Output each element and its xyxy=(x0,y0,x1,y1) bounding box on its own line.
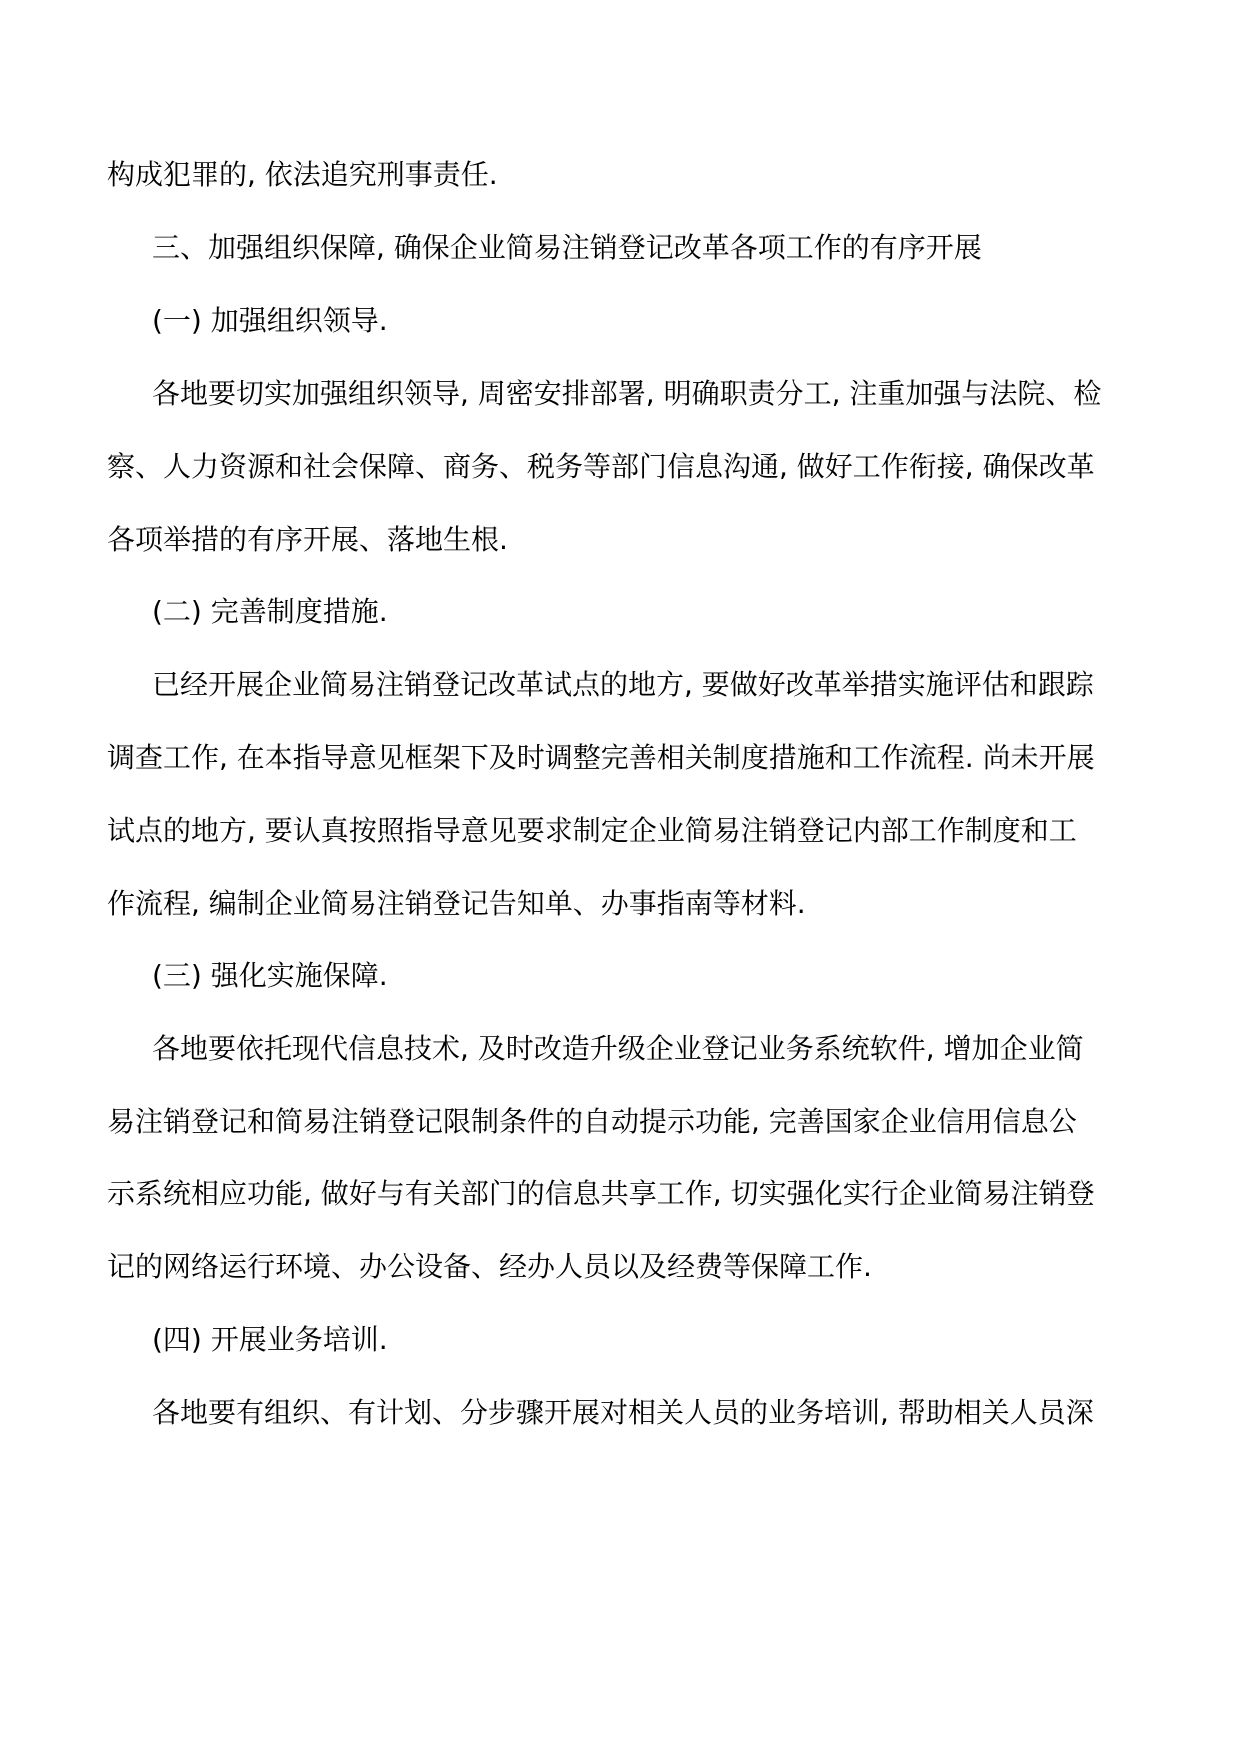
paragraph-line: 示系统相应功能, 做好与有关部门的信息共享工作, 切实强化实行企业简易注销登 xyxy=(107,1177,1095,1210)
paragraph-line: 试点的地方, 要认真按照指导意见要求制定企业简易注销登记内部工作制度和工 xyxy=(107,814,1077,847)
subsection-heading: (四) 开展业务培训. xyxy=(152,1323,388,1356)
section-heading: 三、加强组织保障, 确保企业简易注销登记改革各项工作的有序开展 xyxy=(152,231,982,264)
paragraph-line: 构成犯罪的, 依法追究刑事责任. xyxy=(107,158,498,191)
paragraph-line: 作流程, 编制企业简易注销登记告知单、办事指南等材料. xyxy=(107,887,806,920)
paragraph-line: 察、人力资源和社会保障、商务、税务等部门信息沟通, 做好工作衔接, 确保改革 xyxy=(107,450,1095,483)
paragraph-line: 各地要依托现代信息技术, 及时改造升级企业登记业务系统软件, 增加企业简 xyxy=(152,1032,1084,1065)
subsection-heading: (三) 强化实施保障. xyxy=(152,959,388,992)
paragraph-line: 已经开展企业简易注销登记改革试点的地方, 要做好改革举措实施评估和跟踪 xyxy=(152,668,1094,701)
paragraph-line: 各项举措的有序开展、落地生根. xyxy=(107,523,508,556)
paragraph-line: 调查工作, 在本指导意见框架下及时调整完善相关制度措施和工作流程. 尚未开展 xyxy=(107,741,1095,774)
paragraph-line: 各地要切实加强组织领导, 周密安排部署, 明确职责分工, 注重加强与法院、检 xyxy=(152,377,1102,410)
paragraph-line: 易注销登记和简易注销登记限制条件的自动提示功能, 完善国家企业信用信息公 xyxy=(107,1105,1077,1138)
paragraph-line: 各地要有组织、有计划、分步骤开展对相关人员的业务培训, 帮助相关人员深 xyxy=(152,1396,1094,1429)
paragraph-line: 记的网络运行环境、办公设备、经办人员以及经费等保障工作. xyxy=(107,1250,872,1283)
subsection-heading: (二) 完善制度措施. xyxy=(152,595,388,628)
subsection-heading: (一) 加强组织领导. xyxy=(152,304,388,337)
